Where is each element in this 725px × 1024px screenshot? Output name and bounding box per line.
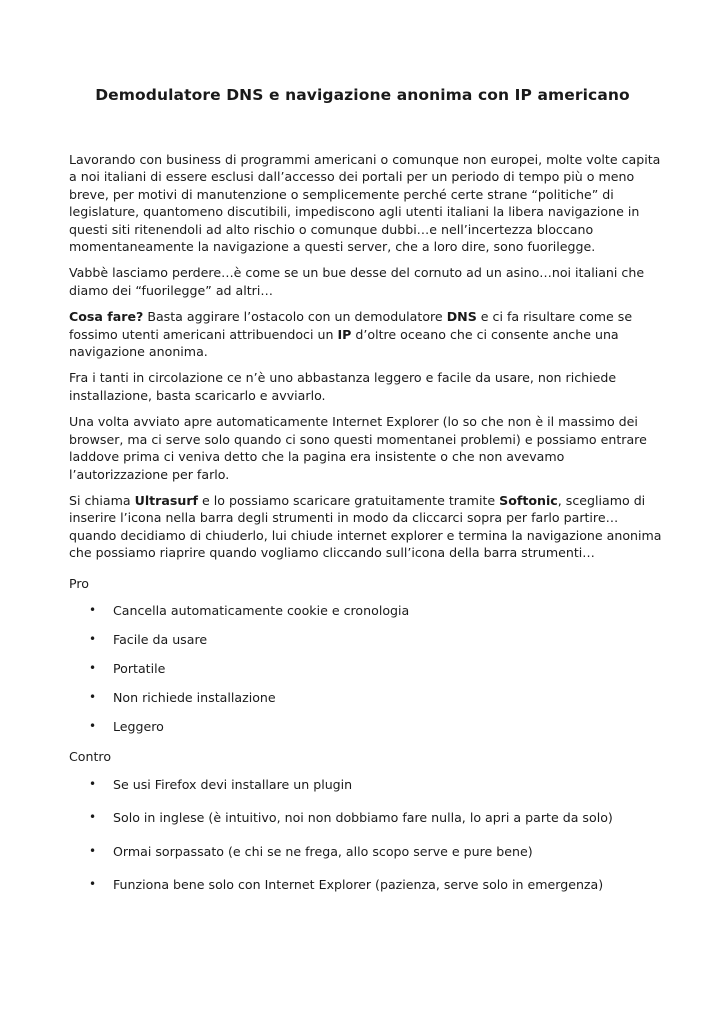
paragraph-avvio: Una volta avviato apre automaticamente Internet Explorer (lo so che non è il massimo dei browser, ma ci serve solo quando ci sono questi momentanei problemi) e possiamo entrare laddove prima ci veniva detto che la pagina era insistente o che non avevamo l’autorizzazione per farlo. [69,414,647,482]
ip-term: IP [337,326,352,342]
pro-item: • Portatile [69,660,663,677]
pro-label: Pro [69,575,89,591]
ultrasurf-text-2: e lo possiamo scaricare gratuitamente tramite [198,492,500,508]
ultrasurf-term: Ultrasurf [134,492,199,508]
paragraph-intro: Lavorando con business di programmi americani o comunque non europei, molte volte capita a noi italiani di essere esclusi dall’accesso dei portali per un periodo di tempo più o meno breve, per motivi di manutenzione o semplicemente perché certe strane “politiche” di legislature, quantomeno discutibili, impediscono agli utenti italiani la libera navigazione in questi siti ritenendoli ad alto rischio o comunque dubbi…e nell’incertezza bloccano momentaneamente la navigazione a questi server, che a loro dire, sono fuorilegge. [69,152,661,255]
pro-item: • Leggero [69,718,663,735]
cosa-fare-text-3: d’oltre oceano che ci consente anche una navigazione anonima. [69,326,619,360]
pro-item: • Facile da usare [69,631,663,648]
contro-item: • Solo in inglese (è intuitivo, noi non dobbiamo fare nulla, lo apri a parte da solo) [69,809,663,826]
contro-item: • Se usi Firefox devi installare un plugin [69,776,663,793]
paragraph-cosa-fare [69,308,663,360]
contro-label: Contro [69,749,112,765]
ultrasurf-text-1: Si chiama [69,492,135,508]
document-title: Demodulatore DNS e navigazione anonima con IP americano [95,86,630,104]
paragraph-ultrasurf [69,492,663,562]
cosa-fare-lead: Cosa fare? [69,309,144,325]
cosa-fare-text-2: e ci fa risultare come se fossimo utenti americani attribuendoci un [69,309,633,342]
cosa-fare-text-1: Basta aggirare l’ostacolo con un demodulatore [143,309,447,325]
pro-item: • Cancella automaticamente cookie e cronologia [69,602,663,619]
dns-term: DNS [446,309,477,325]
softonic-term: Softonic [499,492,558,508]
contro-list [69,776,663,894]
ultrasurf-text-3: , scegliamo di inserire l’icona nella barra degli strumenti in modo da cliccarci sopra per farlo partire…quando decidiamo di chiuderlo, lui chiude internet explorer e termina la navigazione anonima che possiamo riaprire quando vogliamo cliccando sull’icona della barra strumenti… [69,492,662,561]
pro-list [69,602,663,735]
contro-item: • Ormai sorpassato (e chi se ne frega, allo scopo serve e pure bene) [69,843,663,860]
contro-item: • Funziona bene solo con Internet Explorer (pazienza, serve solo in emergenza) [69,876,663,893]
document-body [69,151,663,909]
pro-item: • Non richiede installazione [69,689,663,706]
paragraph-vabbe: Vabbè lasciamo perdere…è come se un bue desse del cornuto ad un asino…noi italiani che diamo dei “fuorilegge” ad altri… [69,265,645,298]
paragraph-circolazione: Fra i tanti in circolazione ce n’è uno abbastanza leggero e facile da usare, non richiede installazione, basta scaricarlo e avviarlo. [69,370,617,403]
